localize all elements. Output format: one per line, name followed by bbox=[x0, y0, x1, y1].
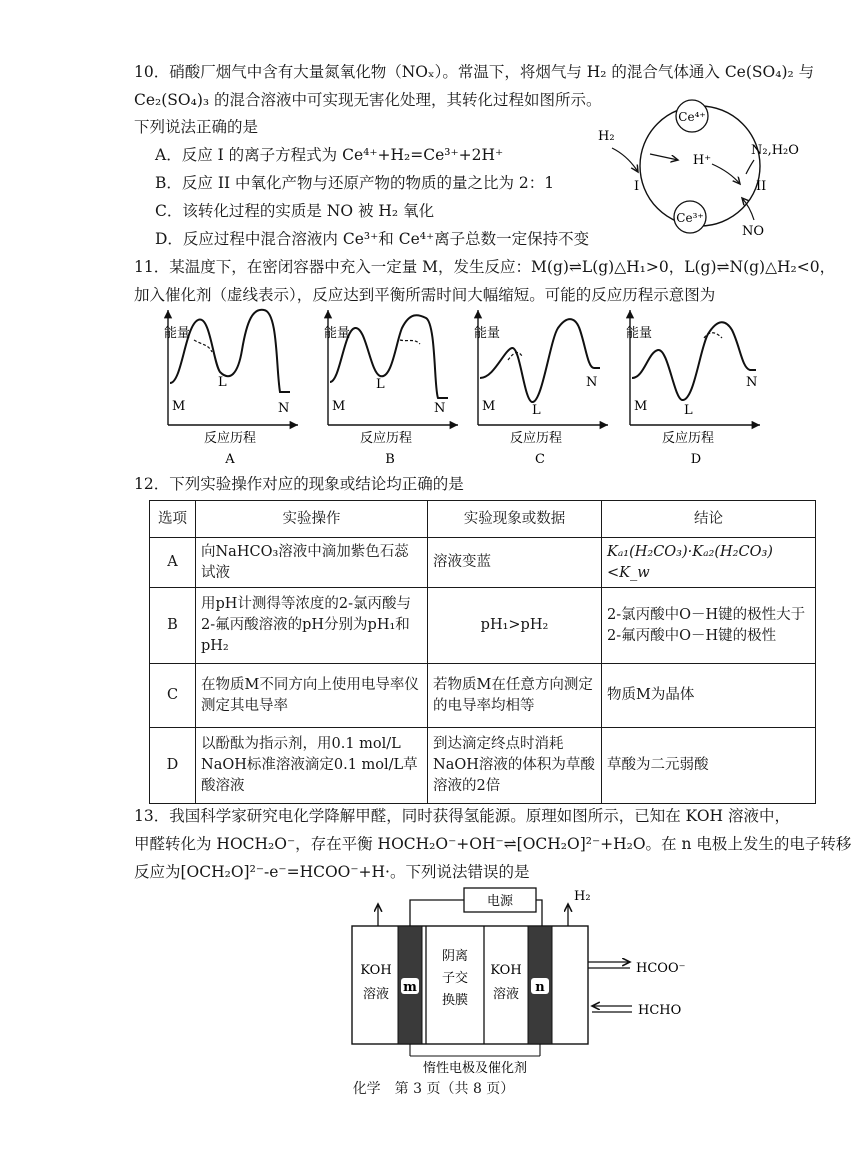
svg-text:溶液: 溶液 bbox=[492, 987, 520, 1002]
reaction-i-label: I bbox=[634, 179, 640, 194]
q10-option-d: D．反应过程中混合溶液内 Ce³⁺和 Ce⁴⁺离子总数一定保持不变 bbox=[155, 230, 590, 248]
table-row: C 在物质M不同方向上使用电导率仪测定其电导率 若物质M在任意方向测定的电导率均相等 物质M为晶体 bbox=[150, 664, 816, 728]
svg-text:n: n bbox=[535, 980, 545, 995]
svg-text:HCHO: HCHO bbox=[638, 1003, 682, 1018]
q13-line2: 甲醛转化为 HOCH₂O⁻，存在平衡 HOCH₂O⁻+OH⁻⇌[OCH₂O]²⁻+H₂O。在 n 电极上发生的电子转移 bbox=[134, 835, 852, 853]
svg-text:M: M bbox=[482, 399, 496, 414]
svg-text:C: C bbox=[535, 452, 545, 467]
products-label: N₂,H₂O bbox=[751, 143, 799, 158]
q10-cycle-diagram bbox=[590, 92, 799, 242]
q11-line2: 加入催化剂（虚线表示），反应达到平衡所需时间大幅缩短。可能的反应历程示意图为 bbox=[134, 286, 716, 304]
header-phenomenon: 实验现象或数据 bbox=[428, 501, 602, 538]
svg-text:B: B bbox=[385, 452, 395, 467]
svg-text:能量: 能量 bbox=[474, 326, 501, 341]
q12-table bbox=[149, 500, 816, 804]
page-footer: 化学 第 3 页（共 8 页） bbox=[352, 1081, 515, 1097]
q10-stem: 下列说法正确的是 bbox=[134, 118, 259, 136]
svg-text:HCOO⁻: HCOO⁻ bbox=[636, 961, 686, 976]
header-option: 选项 bbox=[150, 501, 196, 538]
table-row: B 用pH计测得等浓度的2-氯丙酸与2-氟丙酸溶液的pH分别为pH₁和pH₂ pH₁>pH₂ 2-氯丙酸中O－H键的极性大于2-氟丙酸中O－H键的极性 bbox=[150, 588, 816, 664]
energy-diagram-a bbox=[164, 310, 298, 467]
q10-option-a: A．反应 I 的离子方程式为 Ce⁴⁺+H₂=Ce³⁺+2H⁺ bbox=[155, 146, 504, 164]
svg-text:L: L bbox=[376, 377, 385, 392]
svg-text:N: N bbox=[278, 401, 290, 416]
svg-text:L: L bbox=[532, 403, 541, 418]
svg-text:KOH: KOH bbox=[360, 963, 392, 978]
svg-text:惰性电极及催化剂: 惰性电极及催化剂 bbox=[422, 1061, 528, 1076]
svg-text:D: D bbox=[690, 452, 702, 467]
q13-electrolysis-diagram bbox=[340, 882, 700, 1078]
svg-text:A: A bbox=[225, 452, 235, 467]
ce3-label: Ce³⁺ bbox=[676, 211, 704, 225]
svg-text:N: N bbox=[434, 401, 446, 416]
q13-line1: 13．我国科学家研究电化学降解甲醛，同时获得氢能源。原理如图所示，已知在 KOH 溶液中， bbox=[134, 807, 790, 825]
q10-option-c: C．该转化过程的实质是 NO 被 H₂ 氧化 bbox=[155, 202, 435, 220]
q13-line3: 反应为[OCH₂O]²⁻-e⁻=HCOO⁻+H·。下列说法错误的是 bbox=[134, 863, 530, 881]
table-row: D 以酚酞为指示剂，用0.1 mol/L NaOH标准溶液滴定0.1 mol/L草酸溶液 到达滴定终点时消耗NaOH溶液的体积为草酸溶液的2倍 草酸为二元弱酸 bbox=[150, 728, 816, 804]
svg-text:KOH: KOH bbox=[490, 963, 522, 978]
header-operation: 实验操作 bbox=[196, 501, 428, 538]
reaction-ii-label: II bbox=[756, 179, 767, 194]
header-conclusion: 结论 bbox=[602, 501, 816, 538]
svg-text:M: M bbox=[172, 399, 186, 414]
svg-text:能量: 能量 bbox=[164, 326, 191, 341]
electrolysis-cell bbox=[352, 926, 588, 1044]
q12-stem: 12．下列实验操作对应的现象或结论均正确的是 bbox=[134, 475, 464, 493]
svg-text:能量: 能量 bbox=[626, 326, 653, 341]
svg-text:N: N bbox=[746, 375, 758, 390]
svg-text:子交: 子交 bbox=[441, 971, 469, 986]
svg-text:反应历程: 反应历程 bbox=[204, 431, 257, 446]
svg-text:能量: 能量 bbox=[324, 326, 351, 341]
no-label: NO bbox=[742, 224, 765, 239]
svg-text:阴离: 阴离 bbox=[441, 949, 469, 964]
svg-text:L: L bbox=[218, 375, 227, 390]
table-row: A 向NaHCO₃溶液中滴加紫色石蕊试液 溶液变蓝 Kₐ₁(H₂CO₃)·Kₐ₂(H₂CO₃) <K_w bbox=[150, 538, 816, 588]
svg-text:反应历程: 反应历程 bbox=[360, 431, 413, 446]
q11-line1: 11．某温度下，在密闭容器中充入一定量 M，发生反应：M(g)⇌L(g)△H₁>0，L(g)⇌N(g)△H₂<0， bbox=[134, 258, 836, 276]
svg-text:M: M bbox=[332, 399, 346, 414]
svg-text:M: M bbox=[634, 399, 648, 414]
svg-text:电源: 电源 bbox=[486, 894, 514, 909]
svg-text:溶液: 溶液 bbox=[362, 987, 390, 1002]
svg-text:L: L bbox=[684, 403, 693, 418]
q10-line1: 10．硝酸厂烟气中含有大量氮氧化物（NOₓ）。常温下，将烟气与 H₂ 的混合气体通入 Ce(SO₄)₂ 与 bbox=[134, 63, 815, 81]
svg-text:N: N bbox=[586, 375, 598, 390]
table-header-row bbox=[150, 501, 816, 538]
energy-diagram-d bbox=[626, 310, 760, 467]
svg-text:反应历程: 反应历程 bbox=[662, 431, 715, 446]
ce4-label: Ce⁴⁺ bbox=[678, 110, 706, 124]
energy-diagram-b bbox=[324, 310, 458, 467]
q10-option-b: B．反应 II 中氧化产物与还原产物的物质的量之比为 2：1 bbox=[155, 174, 555, 192]
svg-text:m: m bbox=[403, 980, 417, 995]
svg-text:换膜: 换膜 bbox=[441, 993, 469, 1008]
energy-diagram-c bbox=[474, 310, 608, 467]
svg-text:反应历程: 反应历程 bbox=[510, 431, 563, 446]
h2-label: H₂ bbox=[598, 129, 615, 144]
q11-energy-diagrams bbox=[150, 300, 770, 468]
hplus-label: H⁺ bbox=[692, 153, 712, 168]
q10-line2: Ce₂(SO₄)₃ 的混合溶液中可实现无害化处理，其转化过程如图所示。 bbox=[134, 91, 602, 109]
svg-text:H₂: H₂ bbox=[574, 889, 591, 904]
